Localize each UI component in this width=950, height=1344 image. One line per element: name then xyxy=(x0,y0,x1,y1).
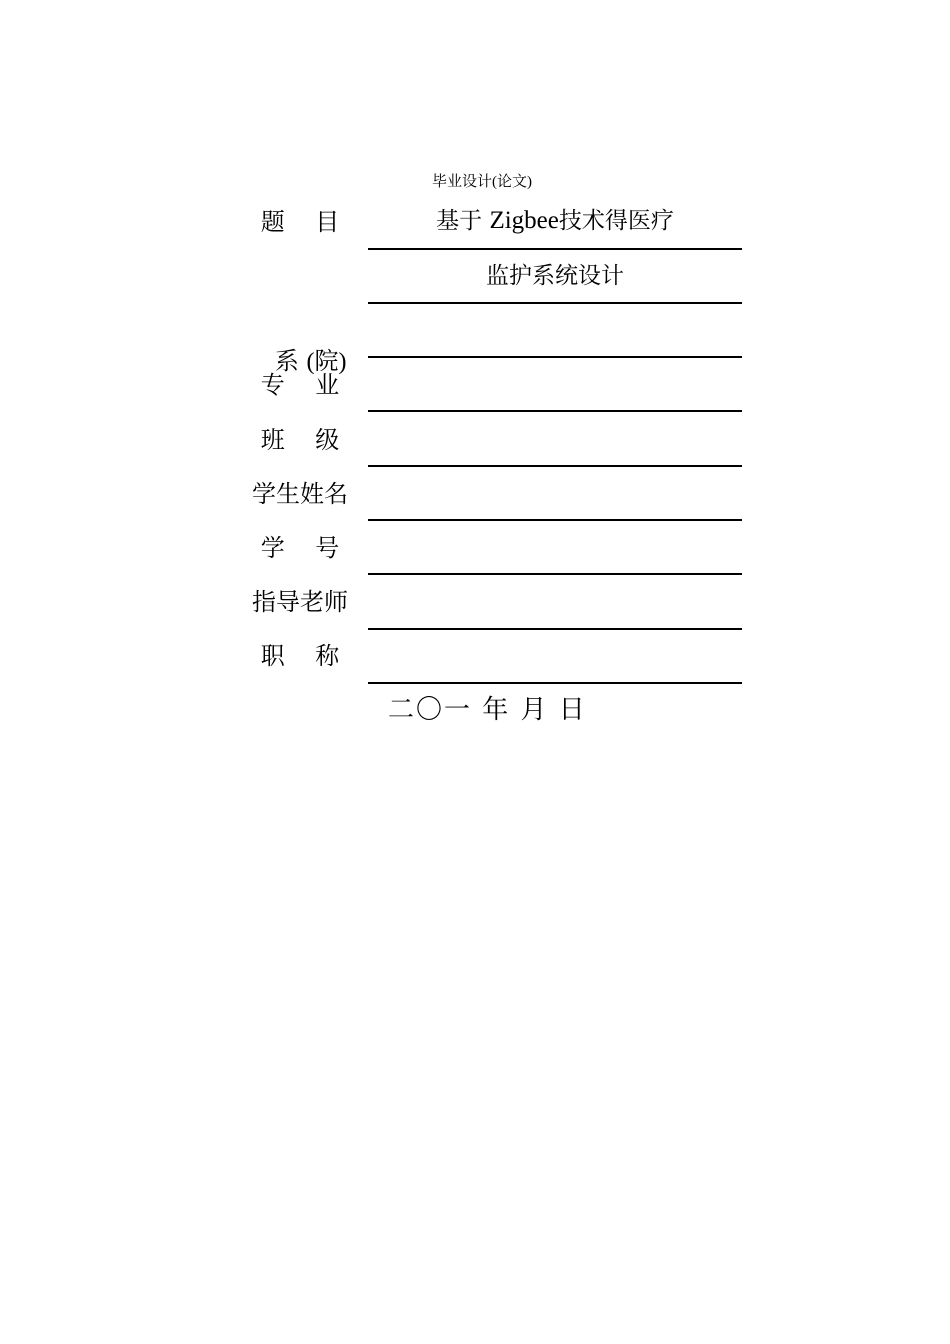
rank-underline xyxy=(368,682,742,684)
department-label-cjk: 系 xyxy=(274,347,299,375)
advisor-underline xyxy=(368,628,742,630)
date-line: 二〇一 年 月 日 xyxy=(388,695,587,725)
department-label xyxy=(243,316,363,377)
title-latin-term: Zigbee xyxy=(489,207,559,234)
student-name-underline xyxy=(368,519,742,521)
major-underline xyxy=(368,410,742,412)
class-underline xyxy=(368,465,742,467)
department-label-paren: (院) xyxy=(306,349,347,375)
department-underline xyxy=(368,356,742,358)
student-id-label: 学 号 xyxy=(260,534,340,562)
document-type-heading: 毕业设计(论文) xyxy=(432,174,532,190)
title-underline-2 xyxy=(368,302,742,304)
title-label: 题 目 xyxy=(260,208,340,236)
class-label: 班 级 xyxy=(260,426,340,454)
student-id-underline xyxy=(368,573,742,575)
rank-label: 职 称 xyxy=(260,642,340,670)
title-underline-1 xyxy=(368,248,742,250)
advisor-label: 指导老师 xyxy=(252,588,348,616)
major-label: 专 业 xyxy=(260,371,340,399)
student-name-label: 学生姓名 xyxy=(252,480,348,508)
thesis-title-line-1 xyxy=(368,206,742,236)
title-prefix: 基于 xyxy=(436,208,483,234)
thesis-title-line-2: 监护系统设计 xyxy=(486,263,624,289)
title-suffix: 技术得医疗 xyxy=(558,208,674,234)
